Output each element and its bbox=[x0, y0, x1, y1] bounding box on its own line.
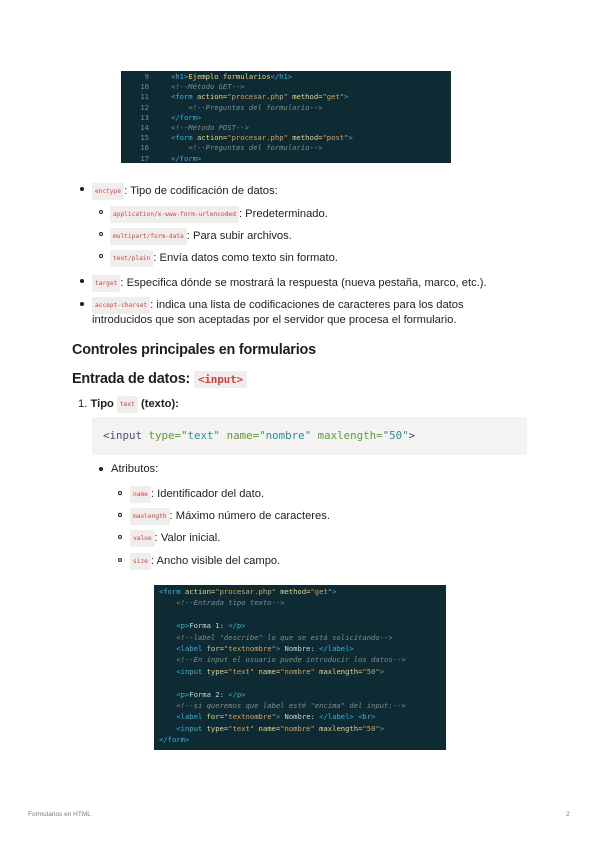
code-string: "nombre" bbox=[259, 429, 312, 442]
code-token: <!--si queremos que label esté "encima" del input:--> bbox=[159, 701, 406, 710]
code-token: for= bbox=[206, 644, 224, 653]
code-token: name= bbox=[258, 723, 281, 733]
code-line bbox=[159, 667, 384, 677]
code-token: action= bbox=[196, 133, 228, 143]
code-token: > bbox=[344, 92, 349, 102]
code-token: method= bbox=[280, 587, 311, 596]
code-token: maxlength= bbox=[319, 666, 363, 676]
line-number: 10 bbox=[140, 82, 149, 92]
code-line bbox=[171, 103, 322, 113]
code-token: <!--Método POST--> bbox=[171, 123, 249, 132]
code-token: "get" bbox=[322, 92, 345, 102]
code-attr: name= bbox=[226, 429, 260, 442]
code-token: action= bbox=[196, 92, 228, 102]
line-number: 15 bbox=[140, 133, 149, 143]
bullet-dot bbox=[99, 467, 103, 471]
inline-code: target bbox=[92, 275, 120, 292]
code-token: > bbox=[379, 666, 385, 676]
code-line bbox=[159, 712, 375, 722]
code-token: </form> bbox=[171, 153, 202, 163]
code-token: > bbox=[332, 587, 337, 596]
bullet-circle bbox=[118, 491, 122, 495]
code-line bbox=[159, 701, 406, 711]
attr-item-name bbox=[130, 486, 264, 503]
list-item-1 bbox=[78, 396, 179, 413]
code-line bbox=[171, 154, 201, 163]
bullet-urlencoded bbox=[110, 206, 328, 223]
code-token: action= bbox=[184, 587, 216, 596]
code-line bbox=[159, 644, 354, 654]
code-line bbox=[159, 655, 406, 665]
bullet-enctype bbox=[92, 183, 278, 200]
item-bold: Tipo bbox=[90, 398, 114, 410]
bullet-circle bbox=[118, 558, 122, 562]
code-token: "procesar.php" bbox=[227, 92, 293, 102]
code-token: > bbox=[275, 644, 281, 653]
code-token: name= bbox=[258, 666, 281, 676]
code-line bbox=[159, 621, 246, 631]
code-attr: maxlength= bbox=[317, 429, 383, 442]
inline-code: text bbox=[117, 396, 138, 413]
code-line bbox=[171, 113, 201, 123]
code-token: <input bbox=[159, 723, 207, 733]
code-token: > bbox=[379, 723, 385, 733]
code-line bbox=[159, 735, 189, 745]
bullet-dot bbox=[80, 279, 84, 283]
code-token: <!--En input el usuario puede introducir los datos--> bbox=[159, 655, 406, 665]
code-token: "textnombre" bbox=[223, 712, 276, 722]
code-attr: type= bbox=[148, 429, 182, 442]
inline-code: text/plain bbox=[110, 250, 153, 267]
code-token: <!--Método GET--> bbox=[171, 82, 245, 92]
code-tag: > bbox=[408, 429, 416, 442]
code-token: <!--Preguntas del formulario--> bbox=[171, 143, 323, 153]
code-token: </p> bbox=[228, 689, 246, 699]
line-number: 16 bbox=[140, 143, 149, 153]
attr-item-size bbox=[130, 553, 280, 570]
inline-code: accept-charset bbox=[92, 297, 150, 314]
bullet-dot bbox=[80, 302, 84, 306]
code-line bbox=[171, 143, 322, 153]
bullet-circle bbox=[99, 254, 103, 258]
code-token: <p> bbox=[159, 621, 190, 631]
bullet-charset-cont: introducidos que son aceptadas por el servidor que procesa el formulario. bbox=[92, 314, 457, 326]
bullet-text: : Envía datos como texto sin formato. bbox=[153, 252, 338, 264]
code-line bbox=[171, 133, 353, 143]
code-token: <!--Preguntas del formulario--> bbox=[171, 102, 323, 112]
code-token: type= bbox=[206, 666, 229, 676]
code-token: type= bbox=[206, 723, 229, 733]
code-line bbox=[159, 633, 393, 643]
code-token: "textnombre" bbox=[223, 644, 276, 653]
code-token: "50" bbox=[362, 723, 380, 733]
bullet-text: : Máximo número de caracteres. bbox=[169, 510, 330, 522]
code-token: "text" bbox=[228, 723, 259, 733]
code-token: for= bbox=[206, 712, 224, 722]
code-token: method= bbox=[292, 133, 323, 143]
code-string: "50" bbox=[382, 429, 409, 442]
code-screenshot-get-post bbox=[121, 71, 451, 163]
code-token: <form bbox=[171, 92, 197, 102]
code-line bbox=[159, 690, 246, 700]
bullet-text: : indica una lista de codificaciones de caracteres para los datos bbox=[150, 299, 464, 311]
code-token: </h1> bbox=[270, 72, 293, 81]
attr-item-value bbox=[130, 530, 220, 547]
code-token: "nombre" bbox=[280, 666, 320, 676]
bullet-text: : Ancho visible del campo. bbox=[150, 555, 281, 567]
heading-controles: Controles principales en formularios bbox=[72, 342, 316, 358]
code-token: "get" bbox=[310, 587, 333, 596]
code-token: method= bbox=[292, 92, 323, 102]
code-token: Forma 1: bbox=[189, 621, 229, 631]
code-line bbox=[171, 123, 249, 133]
inline-code: application/x-www-form-urlencoded bbox=[110, 206, 239, 223]
heading-text: Entrada de datos: bbox=[72, 371, 191, 387]
code-token: <form bbox=[159, 587, 185, 596]
item-bold: (texto): bbox=[141, 398, 179, 410]
code-block-input bbox=[92, 417, 527, 455]
code-token: Forma 2: bbox=[189, 689, 229, 699]
code-token: Ejemplo formularios bbox=[188, 72, 271, 81]
bullet-circle bbox=[99, 232, 103, 236]
code-line bbox=[171, 82, 245, 92]
bullet-text: : Especifica dónde se mostrará la respuesta (nueva pestaña, marco, etc.). bbox=[120, 277, 487, 289]
bullet-target bbox=[92, 275, 487, 292]
code-token: <form bbox=[171, 133, 197, 143]
inline-code: size bbox=[130, 553, 151, 570]
code-token: Nombre: bbox=[280, 644, 320, 653]
bullet-textplain bbox=[110, 250, 338, 267]
code-token: "text" bbox=[228, 666, 259, 676]
bullet-circle bbox=[99, 210, 103, 214]
atributos-label: Atributos: bbox=[111, 463, 159, 475]
code-token: "procesar.php" bbox=[227, 133, 293, 143]
inline-code: name bbox=[130, 486, 151, 503]
code-token: </form> bbox=[171, 112, 202, 122]
code-token: maxlength= bbox=[319, 723, 363, 733]
bullet-circle bbox=[118, 513, 122, 517]
code-token: <p> bbox=[159, 689, 190, 699]
code-screenshot-input-example bbox=[154, 585, 446, 750]
bullet-text: : Para subir archivos. bbox=[186, 230, 292, 242]
inline-code: <input> bbox=[194, 371, 247, 388]
code-token: <label bbox=[159, 644, 207, 653]
code-token: <label bbox=[159, 712, 207, 722]
footer-title: Formularios en HTML bbox=[28, 811, 91, 818]
code-line bbox=[159, 587, 336, 597]
code-token: Nombre: bbox=[280, 712, 320, 722]
bullet-circle bbox=[118, 535, 122, 539]
line-number: 17 bbox=[140, 153, 149, 163]
list-number: 1. bbox=[78, 398, 88, 410]
code-token: </label> bbox=[319, 644, 354, 653]
code-token: > bbox=[348, 133, 353, 143]
code-token: > bbox=[275, 712, 281, 722]
code-token: "50" bbox=[362, 666, 380, 676]
inline-code: enctype bbox=[92, 183, 124, 200]
bullet-text: : Tipo de codificación de datos: bbox=[124, 185, 278, 197]
code-token: "procesar.php" bbox=[215, 587, 281, 596]
code-token: "nombre" bbox=[280, 723, 320, 733]
inline-code: multipart/form-data bbox=[110, 228, 187, 245]
bullet-text: : Identificador del dato. bbox=[150, 488, 265, 500]
code-token: </form> bbox=[159, 735, 190, 745]
code-line bbox=[171, 72, 292, 82]
line-number: 14 bbox=[140, 123, 149, 132]
code-token: <input bbox=[159, 666, 207, 676]
page-number: 2 bbox=[566, 811, 570, 818]
bullet-text: : Valor inicial. bbox=[154, 532, 221, 544]
code-line bbox=[171, 92, 348, 102]
bullet-multipart bbox=[110, 228, 292, 245]
line-number: 11 bbox=[140, 92, 149, 102]
inline-code: value bbox=[130, 530, 155, 547]
attr-item-maxlength bbox=[130, 508, 330, 525]
code-token: <!--Entrada tipo texto--> bbox=[159, 598, 285, 608]
bullet-charset bbox=[92, 297, 464, 314]
line-number: 12 bbox=[140, 102, 149, 112]
code-token: <h1> bbox=[171, 72, 189, 81]
code-string: "text" bbox=[181, 429, 221, 442]
code-token: </p> bbox=[228, 621, 246, 631]
code-tag: <input bbox=[103, 429, 143, 442]
code-line bbox=[159, 724, 384, 734]
code-token: <!--label "describe" lo que se está solicitando--> bbox=[159, 632, 393, 642]
code-token: "post" bbox=[322, 133, 349, 143]
inline-code: maxlength bbox=[130, 508, 170, 525]
line-number: 13 bbox=[140, 112, 149, 122]
heading-entrada-datos bbox=[72, 371, 247, 388]
bullet-text: : Predeterminado. bbox=[238, 208, 328, 220]
code-line bbox=[159, 598, 285, 608]
code-token: </label> <br> bbox=[319, 712, 376, 722]
line-number: 9 bbox=[144, 72, 149, 81]
bullet-dot bbox=[80, 187, 84, 191]
